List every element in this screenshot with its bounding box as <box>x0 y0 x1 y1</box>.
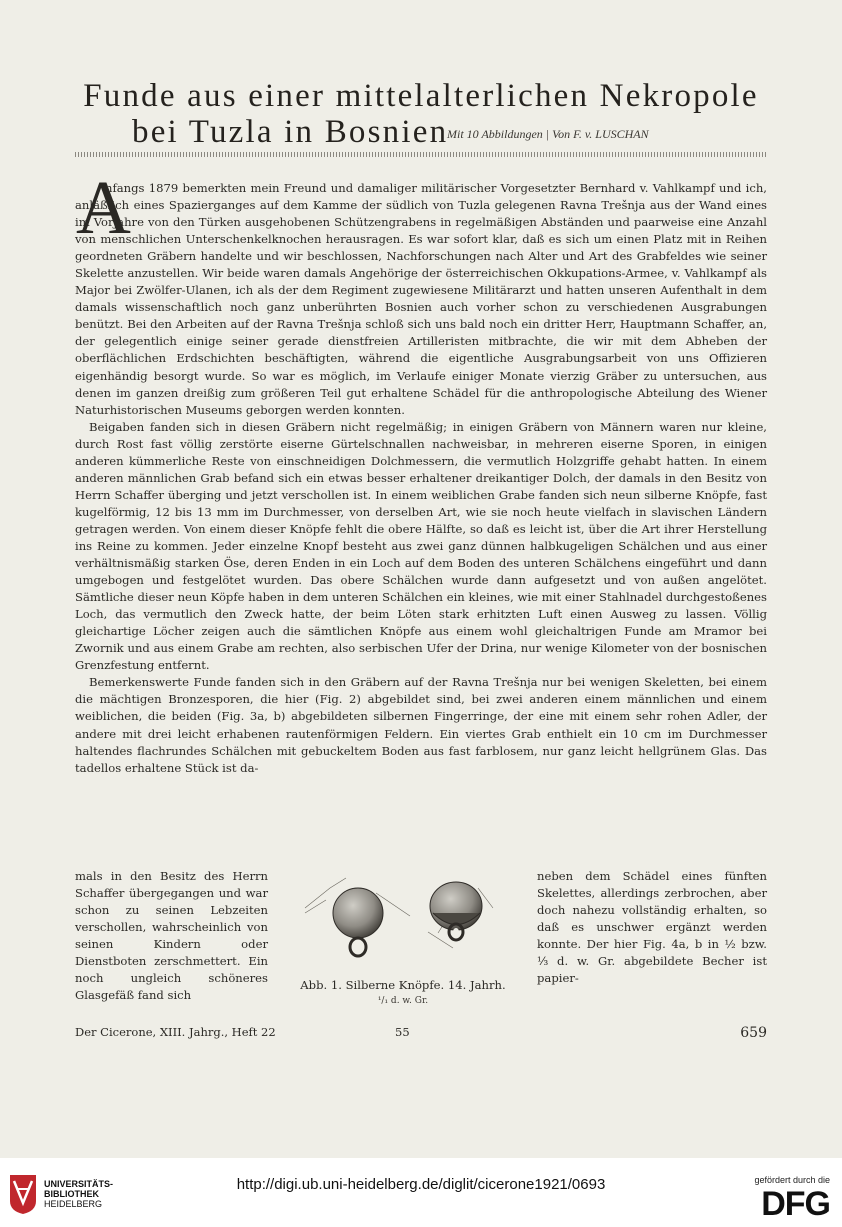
article-title-line1: Funde aus einer mittelalterlichen Nekropole <box>83 78 759 114</box>
figure-1 <box>278 868 528 1038</box>
figure-scale-note: ¹/₁ d. w. Gr. <box>377 996 429 1006</box>
figure-caption: Abb. 1. Silberne Knöpfe. 14. Jahrh. <box>300 978 506 992</box>
footer-page-number: 659 <box>740 1025 767 1041</box>
page-footer <box>75 1025 767 1045</box>
funding-text: gefördert durch die <box>754 1175 830 1185</box>
institution-line3: HEIDELBERG <box>44 1199 103 1209</box>
paragraph-2: Beigaben fanden sich in diesen Gräbern nicht regelmäßig; in einigen Gräbern von Männern waren nur kleine, durch Rost fast völlig zerstörte eiserne Gürtelschnallen nachweisbar, in mehreren eiserne Sporen, in einigen anderen kümmerliche Reste von einschneidigen Dolchmessern, die vermutlich Holzgriffe gehabt hatten. In einem anderen männlichen Grab befand sich ein etwas besser erhaltener dreikantiger Dolch, der damals in den Besitz von Herrn Schaffer überging und jetzt verschollen ist. In einem weiblichen Grabe fanden sich neun silberne Knöpfe, fast kugelförmig, 12 bis 13 mm im Durchmesser, von derselben Art, wie sie noch heute vielfach in slavischen Ländern getragen werden. Von einem dieser Knöpfe fehlt die obere Hälfte, so daß es leicht ist, über die Art ihrer Herstellung ins Reine zu kommen. Jeder einzelne Knopf besteht aus zwei ganz dünnen halbkugeligen Schälchen und aus einer verhältnismäßig starken Öse, deren Enden in ein Loch auf dem Boden des unteren Schälchens eingeführt und dann umgebogen und festgelötet wurden. Das obere Schälchen wurde dann aufgesetzt und von außen angelötet. Sämtliche dieser neun Köpfe haben in dem unteren Schälchen ein kleines, wie mit einer Stahlnadel durchgestoßenes Loch, das vermutlich den Zweck hatte, der beim Löten stark erhitzten Luft einen Ausweg zu lassen. Völlig gleichartige Löcher zeigen auch die sämtlichen Knöpfe aus einem wohl gleichaltrigen Funde am Mramor bei Zwornik und aus einem Grabe am rechten, also serbischen Ufer der Drina, nur wenige Kilometer von der bosnischen Grenzfestung entfernt. <box>75 419 767 673</box>
footer-journal: Der Cicerone, XIII. Jahrg., Heft 22 <box>75 1025 276 1039</box>
silver-button-right-halved <box>428 882 493 948</box>
paragraph-1-text: nfangs 1879 bemerkten mein Freund und damaliger militärischer Vorgesetzter Bernhard v. Vahlkampf und ich, anläßlich eines Spazierganges auf dem Kamme der südlich von Tuzla gelegenen Ravna Trešnja aus der Wand eines im Vorjahre von den Türken ausgehobenen Schützengrabens in regelmäßigen Abständen und paarweise eine Anzahl von menschlichen Unterschenkelknochen herausragen. Es war sofort klar, daß es sich um einen Platz mit in Reihen geordneten Gräbern handelte und wir beschlossen, Nachforschungen nach Alter und Art des Grabfeldes wie seiner Skelette anzustellen. Wir beide waren damals Angehörige der österreichischen Okkupations-Armee, v. Vahlkampf als Major bei Zwölfer-Ulanen, ich als der dem Regiment zugewiesene Militärarzt und hatten unseren Aufenthalt in dem damals wissenschaftlich noch ganz unberührten Bosnien auch vorher schon zu verschiedenen Ausgrabungen benützt. Bei den Arbeiten auf der Ravna Trešnja schloß sich uns bald noch ein dritter Herr, Hauptmann Schaffer, an, der gelegentlich einige seiner gerade dienstfreien Artilleristen mitbrachte, die wir mit dem Abheben der oberflächlichen Erdschichten beschäftigten, während die eigentliche Ausgrabungsarbeit von uns Offizieren eigenhändig besorgt wurde. So war es möglich, im Verlaufe einiger Monate vierzig Gräber zu untersuchen, aus denen im ganzen dreißig zum größeren Teil gut erhaltene Schädel für die anthropologische Abteilung des Wiener Naturhistorischen Museums geborgen werden konnten. <box>75 181 767 417</box>
paragraph-1 <box>75 180 767 419</box>
silver-buttons-illustration <box>278 868 528 973</box>
dfg-logo: DFG <box>761 1185 830 1223</box>
figure-row <box>75 868 767 1038</box>
paragraph-3: Bemerkenswerte Funde fanden sich in den Gräbern auf der Ravna Trešnja nur bei wenigen Skeletten, bei einem die mächtigen Bronzesporen, die hier (Fig. 2) abgebildet sind, bei zwei anderen einem männlichen und einem weiblichen, die beiden (Fig. 3a, b) abgebildeten silbernen Fingerringe, der eine mit einem sehr rohen Adler, der andere mit drei leicht erhabenen rautenförmigen Feldern. Ein viertes Grab enthielt ein 10 cm im Durchmesser haltendes flachrundes Schälchen mit gebuckeltem Boden aus fast farblosem, nur ganz leicht hellgrünem Glas. Das tadellos erhaltene Stück ist da- <box>75 675 767 775</box>
silver-button-left <box>305 878 410 956</box>
drop-cap: A <box>76 166 131 250</box>
institution-line1: UNIVERSITÄTS- <box>44 1179 114 1189</box>
institution-line2: BIBLIOTHEK <box>44 1189 99 1199</box>
article-byline: Mit 10 Abbildungen | Von F. v. LUSCHAN <box>447 127 649 141</box>
column-right-text: neben dem Schädel eines fünften Skelettes, allerdings zerbrochen, aber doch nahezu vollständig erhalten, so daß es unschwer ergänzt werden konnte. Der hier Fig. 4a, b in ½ bzw. ⅓ d. w. Gr. abgebildete Becher ist papier- <box>537 869 767 986</box>
article-title-line2: bei Tuzla in Bosnien <box>132 114 449 150</box>
footer-signature: 55 <box>395 1025 410 1039</box>
article-body <box>75 180 767 777</box>
column-left-text: mals in den Besitz des Herrn Schaffer übergegangen und war schon zu seinen Lebzeiten verschollen, wahrscheinlich von seinen Kindern oder Dienstboten zerschmettert. Ein noch ungleich schöneres Glasgefäß fand sich <box>75 869 268 1003</box>
title-rule <box>75 152 767 157</box>
source-url-link[interactable]: http://digi.ub.uni-heidelberg.de/diglit/cicerone1921/0693 <box>236 1176 606 1193</box>
